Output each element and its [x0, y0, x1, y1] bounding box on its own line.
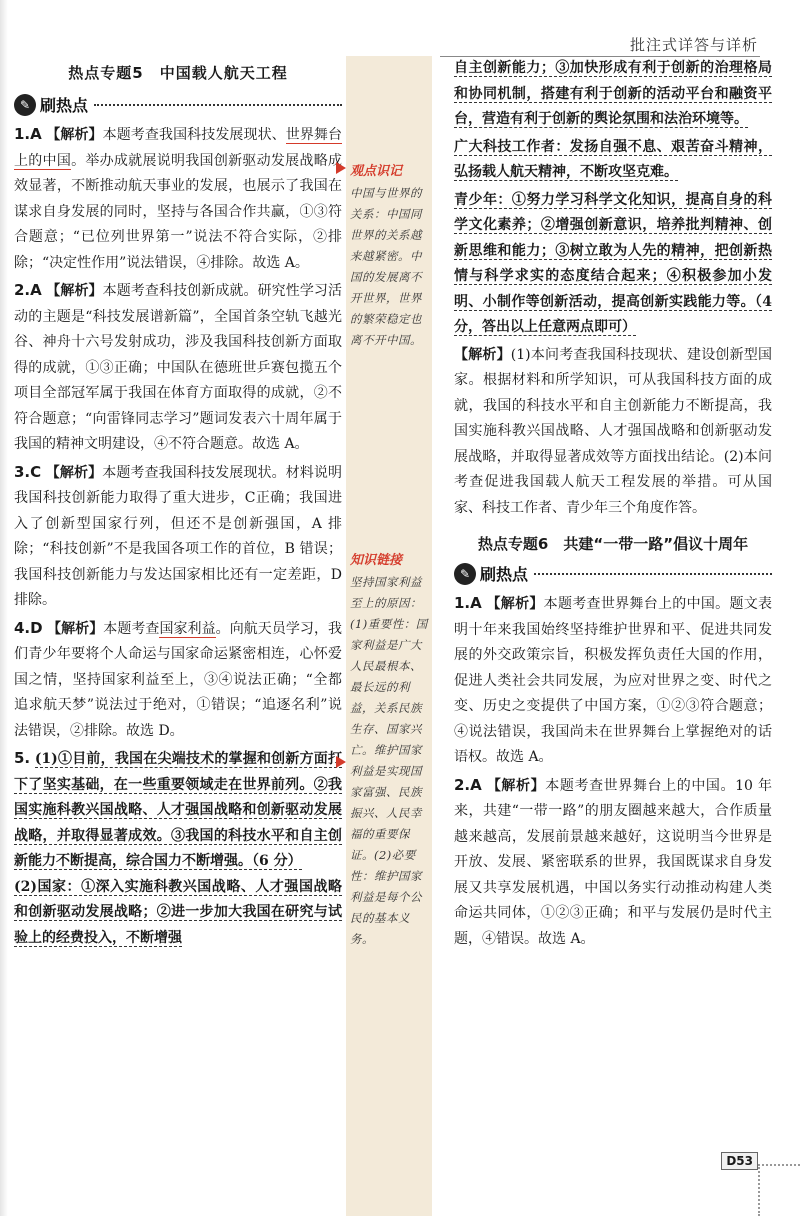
topic-title-5: 热点专题5 中国载人航天工程 — [68, 64, 288, 82]
analysis-tag: 【解析】 — [45, 464, 103, 481]
item-answer: A — [470, 594, 482, 612]
note-title: 观点识记 — [350, 164, 403, 179]
topic-title-6: 热点专题6 共建“一带一路”倡议十周年 — [477, 535, 749, 553]
note-viewpoint — [346, 156, 432, 355]
item-answer: A — [470, 775, 482, 794]
section-label: 刷热点 — [480, 565, 529, 584]
item-number: 3. — [14, 462, 31, 481]
answer-youth-text: 青少年：①努力学习科学文化知识，提高自身的科学文化素养；②增强创新意识，培养批判精神、创新思维和能力；③树立敢为人先的精神，把创新热情与科学求实的态度结合起来；④积极参加小发明、小制作等创新活动，提高创新实践能力等。（4 分，答出以上任意两点即可） — [454, 191, 772, 335]
answer-item-2 — [454, 773, 772, 953]
item-number: 2. — [454, 775, 471, 794]
analysis-tag: 【解析】 — [46, 127, 103, 143]
margin-notes-column — [346, 56, 432, 1216]
corner-decoration — [758, 1164, 800, 1216]
item-answer: C — [30, 462, 42, 481]
section-header — [454, 562, 772, 585]
highlight-text: 国家利益 — [159, 620, 216, 637]
section-badge — [14, 93, 88, 116]
page-number: D53 — [721, 1152, 758, 1170]
analysis-text: 。向航天员学习，我们青少年要将个人命运与国家命运紧密相连，心怀爱国之情，坚持国家利益至上，③④说法正确；“全都追求航天梦”说法过于绝对，①错误；“追逐名利”说法错误，②排除。故选 D。 — [14, 620, 343, 739]
answer-continuation-text: 自主创新能力；③加快形成有利于创新的治理格局和协同机制，搭建有利于创新的活动平台和融资平台，营造有利于创新的舆论氛围和法治环境等。 — [454, 60, 772, 127]
item-number: 4. — [14, 618, 31, 637]
note-text: 中国与世界的关系：中国同世界的关系越来越紧密。中国的发展离不开世界，世界的繁荣稳定也离不开中国。 — [350, 186, 422, 347]
item-answer: A — [30, 281, 42, 299]
item-number: 2. — [14, 281, 31, 299]
item-number: 1. — [454, 594, 471, 612]
analysis-text: 本题考查世界舞台上的中国。10 年来，共建“一带一路”的朋友圈越来越大，合作质量越来越高，发展前景越来越好，这说明当今世界是开放、发展、紧密联系的世界，我国既谋求自身发展又共享发展机遇，中国以务实行动推动构建人类命运共同体，①②③正确；和平与发展仍是时代主题，④错误。故选 A。 — [454, 777, 773, 947]
answer-item-3 — [14, 460, 342, 614]
brush-icon: ✎ — [14, 94, 36, 116]
right-column — [440, 56, 772, 954]
brush-icon: ✎ — [454, 563, 476, 585]
analysis-tag: 【解析】 — [454, 346, 511, 363]
item-answer: A — [30, 125, 42, 143]
analysis-tag: 【解析】 — [486, 596, 544, 612]
section-label: 刷热点 — [40, 96, 89, 115]
analysis-text: 本题考查我国科技发展现状。材料说明我国科技创新能力取得了重大进步，C正确；我国进入了创新型国家行列，但还不是创新强国，A 排除；“科技创新”不是我国各项工作的首位，B 错误；我国科技创新能力与发达国家相比还有一定差距，D 排除。 — [14, 464, 343, 608]
analysis-text: 本题考查世界舞台上的中国。题文表明十年来我国始终坚持维护世界和平、促进共同发展的外交政策宗旨，积极发挥负责任大国的作用，促进人类社会共同发展，为应对世界之变、时代之变、历史之变提供了中国方案，①②③符合题意；④说法错误，我国尚未在世界舞台上掌握绝对的话语权。故选 A。 — [454, 596, 773, 765]
note-title: 知识链接 — [350, 553, 403, 568]
answer-youth — [454, 188, 772, 341]
analysis-text: 本题考查科技创新成就。研究性学习活动的主题是“科技发展谱新篇”，全国首条空轨飞越光谷、神舟十六号发射成功，涉及我国科技创新方面取得的成就，①③正确；中国队在德班世乒赛包揽五个项目全部冠军属于我国在体育方面取得的成就，②不符合题意；“向雷锋同志学习”题词发表六十周年属于我国的精神文明建设，④不符合题意。故选 A。 — [14, 283, 343, 452]
analysis-text: (1)本问考查我国科技现状、建设创新型国家。根据材料和所学知识，可从我国科技方面的成就，我国的科技水平和自主创新能力不断提高，我国实施科教兴国战略、人才强国战略和创新驱动发展战略，并取得显著成效等方面找出结论。(2)本问考查促进我国载人航天工程发展的举措。可从国家、科技工作者、青少年三个角度作答。 — [454, 346, 772, 516]
dotted-divider — [94, 104, 342, 106]
note-knowledge-link — [346, 545, 432, 954]
dotted-divider — [534, 573, 772, 575]
analysis-text: 。举办成就展说明我国创新驱动发展战略成效显著，不断推动航天事业的发展，也展示了我国在谋求自身发展的同时，坚持与各国合作共赢，①③符合题意；“已位列世界第一”说法不符合实际，②排除；“决定性作用”说法错误，④排除。故选 A。 — [14, 152, 343, 271]
section-header — [14, 93, 342, 116]
analysis-tag: 【解析】 — [486, 777, 546, 794]
item-number: 5. — [14, 749, 31, 767]
analysis-text: 本题考查我国科技发展现状、 — [102, 127, 286, 143]
header-label: 批注式详答与详析 — [629, 36, 758, 54]
item-number: 1. — [14, 125, 31, 143]
answer-continuation — [454, 56, 772, 133]
highlight-text: 世界舞台上的中国 — [14, 127, 343, 169]
answer-item-1 — [14, 122, 342, 276]
answer-item-2 — [14, 278, 342, 458]
note-pointer-arrow — [336, 162, 346, 174]
analysis-tag: 【解析】 — [47, 620, 104, 637]
note-pointer-arrow — [336, 756, 346, 768]
item-answer: D — [30, 618, 43, 637]
answer-item-1 — [454, 591, 772, 771]
answer-item-5 — [14, 746, 342, 951]
answer-part-2: (2)国家：①深入实施科教兴国战略、人才强国战略和创新驱动发展战略；②进一步加大我国在研究与试验上的经费投入，不断增强 — [14, 878, 342, 946]
answer-workers — [454, 135, 772, 186]
analysis-text: 本题考查 — [103, 620, 160, 637]
note-text: 坚持国家利益至上的原因：(1)重要性：国家利益是广大人民最根本、最长远的利益，关系民族生存、国家兴亡。维护国家利益是实现国家富强、民族振兴、人民幸福的重要保证。(2)必要性：维护国家利益是每个公民的基本义务。 — [350, 575, 428, 946]
answer-analysis — [454, 343, 772, 522]
answer-workers-text: 广大科技工作者：发扬自强不息、艰苦奋斗精神，弘扬载人航天精神，不断攻坚克难。 — [454, 138, 772, 180]
section-badge — [454, 562, 528, 585]
answer-item-4 — [14, 616, 342, 745]
analysis-tag: 【解析】 — [46, 283, 103, 299]
answer-part-1: (1)①目前，我国在尖端技术的掌握和创新方面打下了坚实基础，在一些重要领域走在世界前列。②我国实施科教兴国战略、人才强国战略和创新驱动发展战略，并取得显著成效。③我国的科技水平和自主创新能力不断提高，综合国力不断增强。（6 分） — [14, 751, 342, 869]
left-column — [0, 56, 342, 953]
